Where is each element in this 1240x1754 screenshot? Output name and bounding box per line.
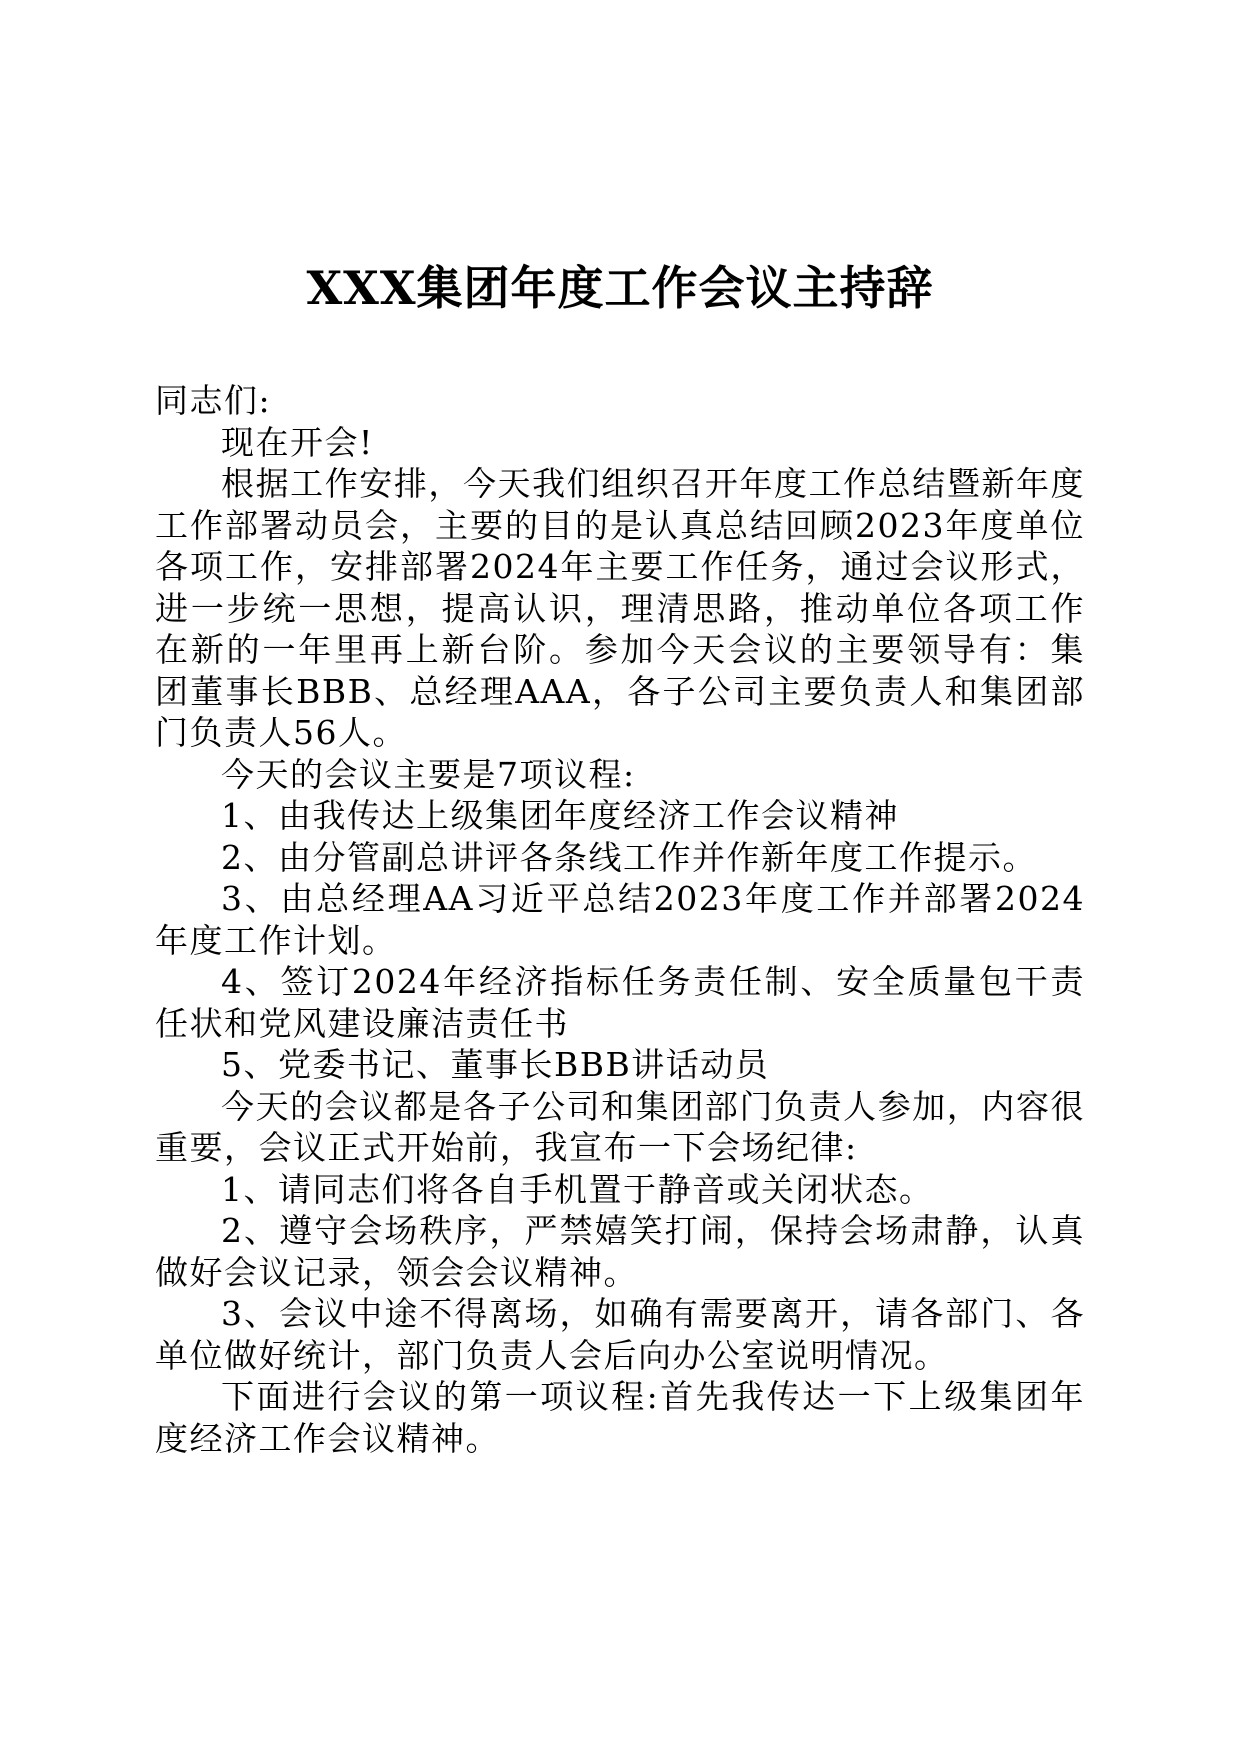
discipline-item: 2、遵守会场秩序，严禁嬉笑打闹，保持会场肃静，认真做好会议记录，领会会议精神。 [155,1211,1085,1292]
salutation: 同志们: [155,381,272,420]
document-title: XXX集团年度工作会议主持辞 [306,261,934,315]
agenda-item: 5、党委书记、董事长BBB讲话动员 [221,1045,770,1084]
agenda-item: 4、签订2024年经济指标任务责任制、安全质量包干责任状和党风建设廉洁责任书 [155,962,1085,1043]
document-body [155,380,1085,1459]
discipline-heading: 今天的会议都是各子公司和集团部门负责人参加，内容很重要，会议正式开始前，我宣布一下会场纪律: [155,1086,1085,1167]
agenda-item: 2、由分管副总讲评各条线工作并作新年度工作提示。 [221,837,1037,877]
agenda-item: 3、由总经理AA习近平总结2023年度工作并部署2024年度工作计划。 [155,879,1085,960]
closing-paragraph: 下面进行会议的第一项议程:首先我传达一下上级集团年度经济工作会议精神。 [155,1377,1085,1458]
agenda-item: 1、由我传达上级集团年度经济工作会议精神 [221,796,899,835]
discipline-item: 3、会议中途不得离场，如确有需要离开，请各部门、各单位做好统计，部门负责人会后向办公室说明情况。 [155,1294,1085,1375]
agenda-heading: 今天的会议主要是7项议程: [221,754,636,794]
intro-paragraph: 根据工作安排，今天我们组织召开年度工作总结暨新年度工作部署动员会，主要的目的是认真总结回顾2023年度单位各项工作，安排部署2024年主要工作任务，通过会议形式，进一步统一思想，提高认识，理清思路，推动单位各项工作在新的一年里再上新台阶。参加今天会议的主要领导有：集团董事长BBB、总经理AAA，各子公司主要负责人和集团部门负责人56人。 [155,464,1085,752]
opening-paragraph: 现在开会! [221,422,374,462]
discipline-item: 1、请同志们将各自手机置于静音或关闭状态。 [221,1169,934,1209]
